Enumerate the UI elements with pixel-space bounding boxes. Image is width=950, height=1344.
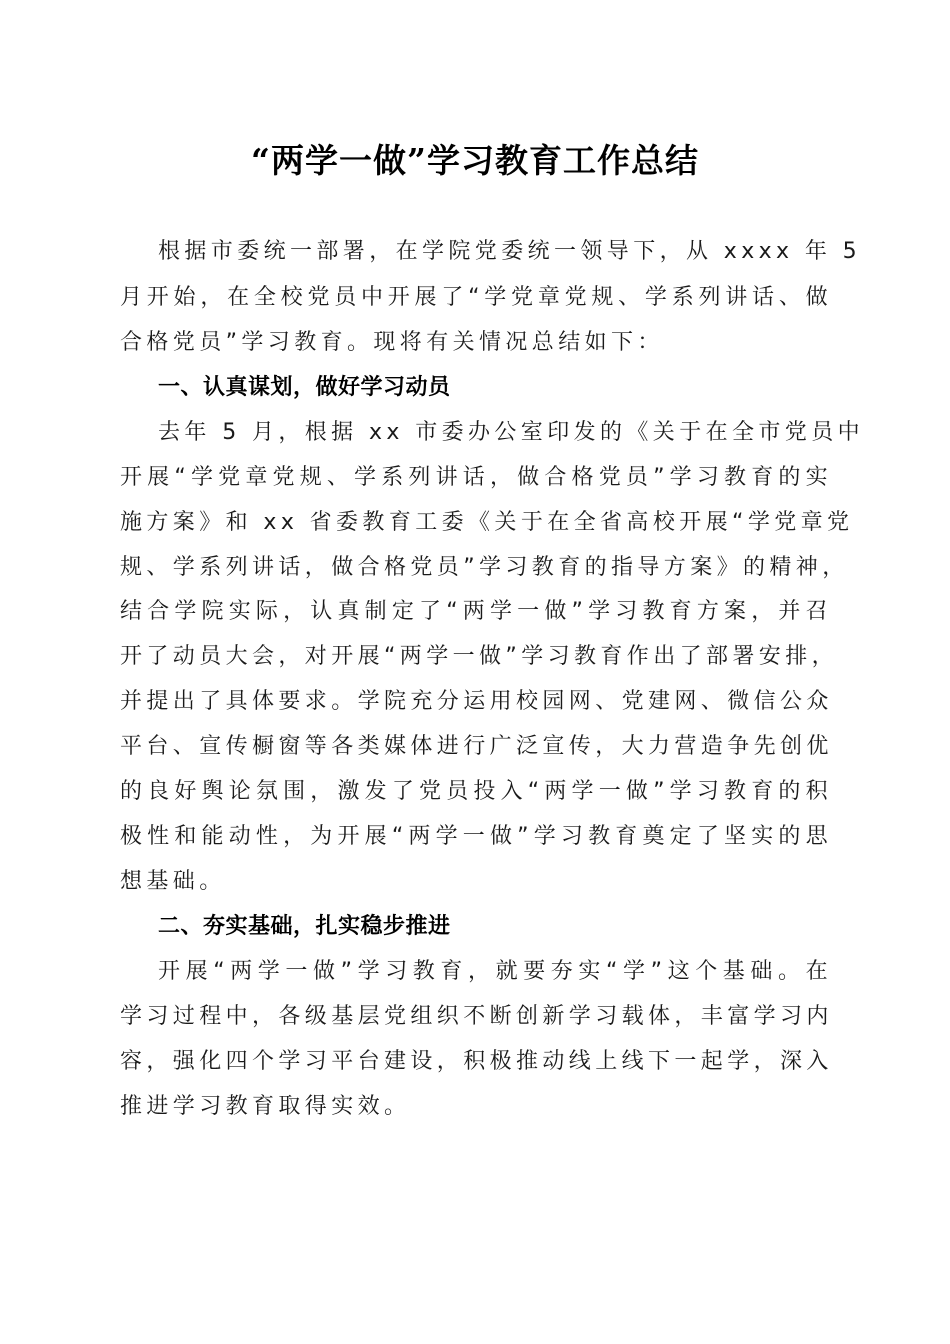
paragraph-line: 推进学习教育取得实效。 bbox=[120, 1094, 411, 1119]
paragraph-line: 规、学系列讲话，做合格党员”学习教育的指导方案》的精神， bbox=[120, 555, 849, 580]
paragraph-line: 并提出了具体要求。学院充分运用校园网、党建网、微信公众 bbox=[120, 689, 833, 714]
paragraph-line: 的良好舆论氛围，激发了党员投入“两学一做”学习教育的积 bbox=[120, 779, 832, 804]
paragraph-line: 去年 5 月，根据 xx 市委办公室印发的《关于在全市党员中 bbox=[158, 420, 865, 445]
paragraph-line: 月开始，在全校党员中开展了“学党章党规、学系列讲话、做 bbox=[120, 285, 832, 310]
section-heading-1: 一、认真谋划，做好学习动员 bbox=[158, 375, 451, 400]
document-title: “两学一做”学习教育工作总结 bbox=[251, 141, 699, 180]
paragraph-line: 开了动员大会，对开展“两学一做”学习教育作出了部署安排， bbox=[120, 644, 838, 669]
section-heading-2: 二、夯实基础，扎实稳步推进 bbox=[158, 914, 451, 939]
paragraph-line: 极性和能动性，为开展“两学一做”学习教育奠定了坚实的思 bbox=[120, 824, 832, 849]
paragraph-line: 平台、宣传橱窗等各类媒体进行广泛宣传，大力营造争先创优 bbox=[120, 734, 833, 759]
paragraph-line: 学习过程中，各级基层党组织不断创新学习载体，丰富学习内 bbox=[120, 1004, 833, 1029]
paragraph-line: 根据市委统一部署，在学院党委统一领导下，从 xxxx 年 5 bbox=[158, 239, 862, 264]
paragraph-line: 开展“学党章党规、学系列讲话，做合格党员”学习教育的实 bbox=[120, 465, 832, 490]
paragraph-line: 结合学院实际，认真制定了“两学一做”学习教育方案，并召 bbox=[120, 599, 832, 624]
paragraph-line: 想基础。 bbox=[120, 869, 226, 894]
paragraph-line: 合格党员”学习教育。现将有关情况总结如下： bbox=[120, 330, 664, 355]
paragraph-line: 施方案》和 xx 省委教育工委《关于在全省高校开展“学党章党 bbox=[120, 510, 854, 535]
paragraph-line: 容，强化四个学习平台建设，积极推动线上线下一起学，深入 bbox=[120, 1049, 833, 1074]
paragraph-line: 开展“两学一做”学习教育，就要夯实“学”这个基础。在 bbox=[158, 959, 832, 984]
